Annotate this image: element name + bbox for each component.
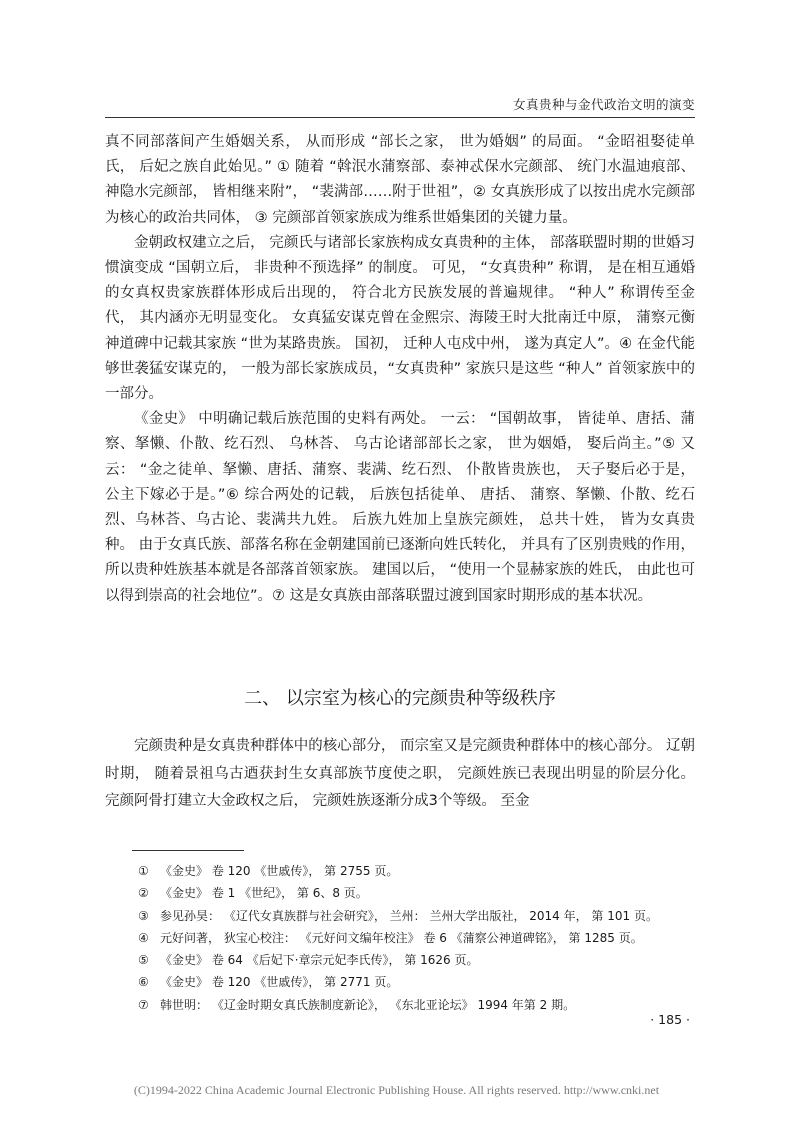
footnote-text: 元好问著， 狄宝心校注： 《元好问文编年校注》 卷 6 《蒲察公神道碑铭》， 第 1285 页。 (160, 930, 643, 945)
footnote-marker: ⑤ (138, 953, 149, 968)
footnote-marker: ④ (138, 930, 149, 945)
footnote (138, 882, 698, 904)
header-rule (105, 117, 695, 118)
footnotes (138, 860, 698, 1016)
footnote (138, 971, 698, 993)
running-header: 女真贵种与金代政治文明的演变 (512, 97, 695, 112)
footnote-marker: ⑦ (138, 997, 149, 1012)
footnote-text: 《金史》 卷 120 《世戚传》， 第 2755 页。 (160, 864, 399, 878)
copyright-watermark: (C)1994-2022 China Academic Journal Electronic Publishing House. All rights reserved. http://www.cnki.net (133, 1083, 660, 1097)
paragraph-1: 真不同部落间产生婚姻关系， 从而形成 “部长之家， 世为婚姻” 的局面。 “金昭祖娶徒单氏， 后妃之族自此始见。” ① 随着 “斡泯水蒲察部、泰神忒保水完颜部、 统门水温迪痕部、神隐水完颜部， 皆相继来附”， “裴满部……附于世祖”，② 女真族形成了以按出虎水完颜部为核心的政治共同体， ③ 完颜部首领家族成为维系世婚集团的关键力量。 (105, 134, 695, 226)
paragraph-4: 完颜贵种是女真贵种群体中的核心部分， 而宗室又是完颜贵种群体中的核心部分。 辽朝时期， 随着景祖乌古迺获封生女真部族节度使之职， 完颜姓族已表现出明显的阶层分化。 完颜阿骨打建立大金政权之后， 完颜姓族逐渐分成3个等级。 至金 (105, 738, 695, 809)
paragraph-2: 金朝政权建立之后， 完颜氏与诸部长家族构成女真贵种的主体， 部落联盟时期的世婚习惯演变成 “国朝立后， 非贵种不预选择” 的制度。 可见， “女真贵种” 称谓， 是在相互通婚的女真权贵家族群体形成后出现的， 符合北方民族发展的普遍规律。 “种人” 称谓传至金代， 其内涵亦无明显变化。 女真猛安谋克曾在金熙宗、海陵王时大批南迁中原， 蒲察元衡神道碑中记载其家族 “世为某路贵族。 国初， 迁种人屯戍中州， 遂为真定人”。④ 在金代能够世袭猛安谋克的， 一般为部长家族成员，“女真贵种” 家族只是这些 “种人” 首领家族中的一部分。 (105, 234, 695, 403)
footnote (138, 927, 698, 949)
footnote (138, 949, 698, 971)
footnote-marker: ⑥ (138, 975, 149, 990)
footnote-text: 《金史》 卷 64 《后妃下·章宗元妃李氏传》， 第 1626 页。 (160, 953, 479, 968)
main-text (105, 130, 695, 609)
footnote (138, 905, 698, 927)
footnote-text: 韩世明： 《辽金时期女真氏族制度新论》， 《东北亚论坛》 1994 年第 2 期。 (160, 997, 576, 1012)
footnote (138, 860, 698, 882)
page-number: · 185 · (650, 1012, 690, 1027)
section-text (105, 733, 695, 816)
footnote-text: 《金史》 卷 1 《世纪》， 第 6、8 页。 (160, 886, 368, 901)
footnote-marker: ① (138, 864, 149, 878)
footnote-rule (132, 850, 244, 851)
footnote-marker: ② (138, 886, 149, 901)
footnote (138, 994, 698, 1016)
footnote-text: 参见孙昊： 《辽代女真族群与社会研究》， 兰州： 兰州大学出版社， 2014 年， 第 101 页。 (160, 908, 658, 923)
footnote-marker: ③ (138, 908, 149, 923)
paragraph-3: 《金史》 中明确记载后族范围的史料有两处。 一云： “国朝故事， 皆徒单、唐括、蒲察、拏懒、仆散、纥石烈、 乌林荅、 乌古论诸部部长之家， 世为姻婚， 娶后尚主。”⑤ 又云： “金之徒单、拏懒、唐括、蒲察、裴满、纥石烈、 仆散皆贵族也， 天子娶后必于是， 公主下嫁必于是。”⑥ 综合两处的记载， 后族包括徒单、 唐括、 蒲察、拏懒、仆散、纥石烈、乌林荅、乌古论、裴满共九姓。 后族九姓加上皇族完颜姓， 总共十姓， 皆为女真贵种。 由于女真氏族、部落名称在金朝建国前已逐渐向姓氏转化， 并具有了区别贵贱的作用， 所以贵种姓族基本就是各部落首领家族。 建国以后， “使用一个显赫家族的姓氏， 由此也可以得到崇高的社会地位”。⑦ 这是女真族由部落联盟过渡到国家时期形成的基本状况。 (105, 411, 695, 604)
section-heading: 二、 以宗室为核心的完颜贵种等级秩序 (244, 688, 556, 709)
footnote-text: 《金史》 卷 120 《世戚传》， 第 2771 页。 (160, 975, 399, 990)
